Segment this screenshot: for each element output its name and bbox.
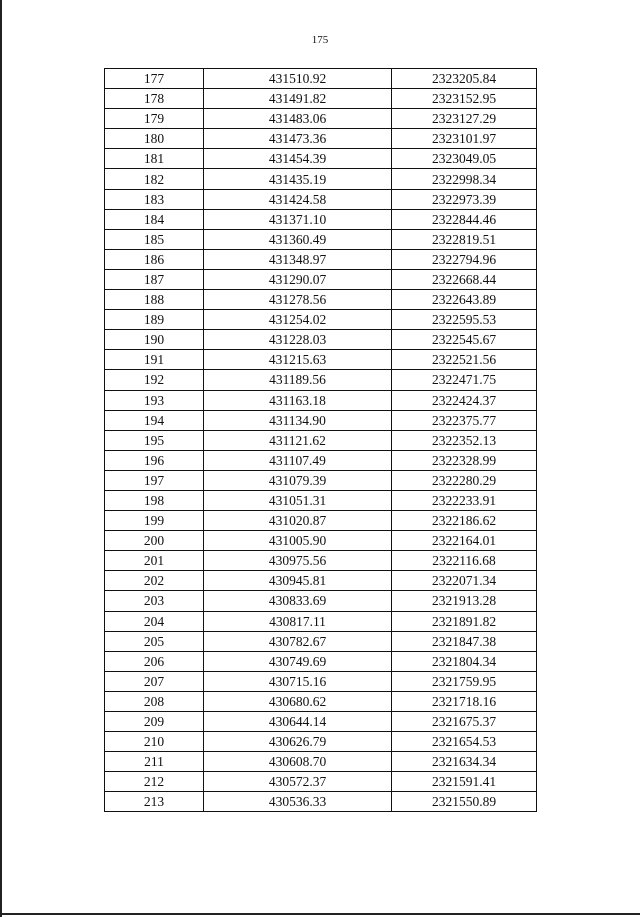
table-row [105, 229, 537, 249]
point-number-cell: 201 [105, 551, 204, 571]
table-row [105, 772, 537, 792]
x-coordinate-cell: 431454.39 [204, 149, 392, 169]
x-coordinate-cell: 430833.69 [204, 591, 392, 611]
y-coordinate-cell: 2322998.34 [392, 169, 537, 189]
x-coordinate-cell: 431424.58 [204, 189, 392, 209]
x-coordinate-cell: 431360.49 [204, 229, 392, 249]
point-number-cell: 199 [105, 511, 204, 531]
point-number-cell: 192 [105, 370, 204, 390]
x-coordinate-cell: 431163.18 [204, 390, 392, 410]
point-number-cell: 178 [105, 89, 204, 109]
y-coordinate-cell: 2321675.37 [392, 712, 537, 732]
y-coordinate-cell: 2322280.29 [392, 470, 537, 490]
point-number-cell: 184 [105, 209, 204, 229]
y-coordinate-cell: 2322375.77 [392, 410, 537, 430]
table-row [105, 671, 537, 691]
y-coordinate-cell: 2322819.51 [392, 229, 537, 249]
table-row [105, 390, 537, 410]
table-row [105, 511, 537, 531]
x-coordinate-cell: 431278.56 [204, 290, 392, 310]
table-row [105, 712, 537, 732]
x-coordinate-cell: 431228.03 [204, 330, 392, 350]
x-coordinate-cell: 430536.33 [204, 792, 392, 812]
table-row [105, 330, 537, 350]
x-coordinate-cell: 431215.63 [204, 350, 392, 370]
point-number-cell: 195 [105, 430, 204, 450]
point-number-cell: 181 [105, 149, 204, 169]
page-number: 175 [311, 34, 329, 46]
point-number-cell: 204 [105, 611, 204, 631]
y-coordinate-cell: 2321804.34 [392, 651, 537, 671]
point-number-cell: 213 [105, 792, 204, 812]
point-number-cell: 182 [105, 169, 204, 189]
table-row [105, 490, 537, 510]
point-number-cell: 187 [105, 269, 204, 289]
point-number-cell: 200 [105, 531, 204, 551]
point-number-cell: 185 [105, 229, 204, 249]
point-number-cell: 183 [105, 189, 204, 209]
x-coordinate-cell: 431254.02 [204, 310, 392, 330]
table-row [105, 591, 537, 611]
y-coordinate-cell: 2322116.68 [392, 551, 537, 571]
x-coordinate-cell: 431348.97 [204, 249, 392, 269]
table-row [105, 269, 537, 289]
y-coordinate-cell: 2323127.29 [392, 109, 537, 129]
y-coordinate-cell: 2322186.62 [392, 511, 537, 531]
x-coordinate-cell: 430945.81 [204, 571, 392, 591]
table-row [105, 611, 537, 631]
point-number-cell: 205 [105, 631, 204, 651]
x-coordinate-cell: 431005.90 [204, 531, 392, 551]
table-row [105, 350, 537, 370]
y-coordinate-cell: 2322071.34 [392, 571, 537, 591]
x-coordinate-cell: 430680.62 [204, 691, 392, 711]
y-coordinate-cell: 2321634.34 [392, 752, 537, 772]
x-coordinate-cell: 431473.36 [204, 129, 392, 149]
y-coordinate-cell: 2322973.39 [392, 189, 537, 209]
table-row [105, 531, 537, 551]
x-coordinate-cell: 431491.82 [204, 89, 392, 109]
point-number-cell: 211 [105, 752, 204, 772]
table-row [105, 450, 537, 470]
y-coordinate-cell: 2322545.67 [392, 330, 537, 350]
y-coordinate-cell: 2322643.89 [392, 290, 537, 310]
y-coordinate-cell: 2322328.99 [392, 450, 537, 470]
y-coordinate-cell: 2321550.89 [392, 792, 537, 812]
y-coordinate-cell: 2322668.44 [392, 269, 537, 289]
table-row [105, 732, 537, 752]
y-coordinate-cell: 2323205.84 [392, 69, 537, 89]
table-row [105, 691, 537, 711]
y-coordinate-cell: 2322352.13 [392, 430, 537, 450]
point-number-cell: 194 [105, 410, 204, 430]
y-coordinate-cell: 2322164.01 [392, 531, 537, 551]
point-number-cell: 180 [105, 129, 204, 149]
point-number-cell: 179 [105, 109, 204, 129]
table-row [105, 410, 537, 430]
y-coordinate-cell: 2321654.53 [392, 732, 537, 752]
table-row [105, 189, 537, 209]
point-number-cell: 193 [105, 390, 204, 410]
table-row [105, 470, 537, 490]
table-row [105, 651, 537, 671]
x-coordinate-cell: 431079.39 [204, 470, 392, 490]
x-coordinate-cell: 431051.31 [204, 490, 392, 510]
point-number-cell: 207 [105, 671, 204, 691]
table-row [105, 551, 537, 571]
x-coordinate-cell: 431020.87 [204, 511, 392, 531]
table-row [105, 310, 537, 330]
point-number-cell: 186 [105, 249, 204, 269]
point-number-cell: 191 [105, 350, 204, 370]
point-number-cell: 202 [105, 571, 204, 591]
x-coordinate-cell: 430572.37 [204, 772, 392, 792]
point-number-cell: 210 [105, 732, 204, 752]
point-number-cell: 197 [105, 470, 204, 490]
y-coordinate-cell: 2321913.28 [392, 591, 537, 611]
y-coordinate-cell: 2321891.82 [392, 611, 537, 631]
y-coordinate-cell: 2323152.95 [392, 89, 537, 109]
x-coordinate-cell: 430715.16 [204, 671, 392, 691]
point-number-cell: 177 [105, 69, 204, 89]
x-coordinate-cell: 430975.56 [204, 551, 392, 571]
table-row [105, 430, 537, 450]
x-coordinate-cell: 431134.90 [204, 410, 392, 430]
y-coordinate-cell: 2321759.95 [392, 671, 537, 691]
x-coordinate-cell: 431510.92 [204, 69, 392, 89]
x-coordinate-cell: 431435.19 [204, 169, 392, 189]
table-row [105, 149, 537, 169]
x-coordinate-cell: 430782.67 [204, 631, 392, 651]
table-row [105, 169, 537, 189]
table-row [105, 249, 537, 269]
x-coordinate-cell: 430626.79 [204, 732, 392, 752]
table-row [105, 109, 537, 129]
x-coordinate-cell: 431290.07 [204, 269, 392, 289]
y-coordinate-cell: 2322233.91 [392, 490, 537, 510]
y-coordinate-cell: 2322844.46 [392, 209, 537, 229]
x-coordinate-cell: 431371.10 [204, 209, 392, 229]
point-number-cell: 198 [105, 490, 204, 510]
y-coordinate-cell: 2321591.41 [392, 772, 537, 792]
x-coordinate-cell: 430644.14 [204, 712, 392, 732]
y-coordinate-cell: 2321847.38 [392, 631, 537, 651]
table-row [105, 69, 537, 89]
y-coordinate-cell: 2321718.16 [392, 691, 537, 711]
point-number-cell: 188 [105, 290, 204, 310]
y-coordinate-cell: 2322595.53 [392, 310, 537, 330]
point-number-cell: 190 [105, 330, 204, 350]
y-coordinate-cell: 2322471.75 [392, 370, 537, 390]
point-number-cell: 212 [105, 772, 204, 792]
x-coordinate-cell: 431121.62 [204, 430, 392, 450]
y-coordinate-cell: 2323049.05 [392, 149, 537, 169]
x-coordinate-cell: 431483.06 [204, 109, 392, 129]
point-number-cell: 209 [105, 712, 204, 732]
page-edge-bottom [0, 913, 640, 915]
x-coordinate-cell: 430817.11 [204, 611, 392, 631]
table-row [105, 370, 537, 390]
coordinate-table [104, 68, 537, 812]
y-coordinate-cell: 2323101.97 [392, 129, 537, 149]
table-row [105, 209, 537, 229]
y-coordinate-cell: 2322521.56 [392, 350, 537, 370]
x-coordinate-cell: 430608.70 [204, 752, 392, 772]
point-number-cell: 203 [105, 591, 204, 611]
point-number-cell: 208 [105, 691, 204, 711]
table-row [105, 129, 537, 149]
table-row [105, 571, 537, 591]
x-coordinate-cell: 431189.56 [204, 370, 392, 390]
point-number-cell: 206 [105, 651, 204, 671]
x-coordinate-cell: 431107.49 [204, 450, 392, 470]
table-row [105, 290, 537, 310]
table-row [105, 752, 537, 772]
table-row [105, 631, 537, 651]
page-edge-left [0, 0, 2, 917]
point-number-cell: 189 [105, 310, 204, 330]
y-coordinate-cell: 2322794.96 [392, 249, 537, 269]
coordinate-table-body [105, 69, 537, 812]
y-coordinate-cell: 2322424.37 [392, 390, 537, 410]
table-row [105, 792, 537, 812]
point-number-cell: 196 [105, 450, 204, 470]
table-row [105, 89, 537, 109]
x-coordinate-cell: 430749.69 [204, 651, 392, 671]
